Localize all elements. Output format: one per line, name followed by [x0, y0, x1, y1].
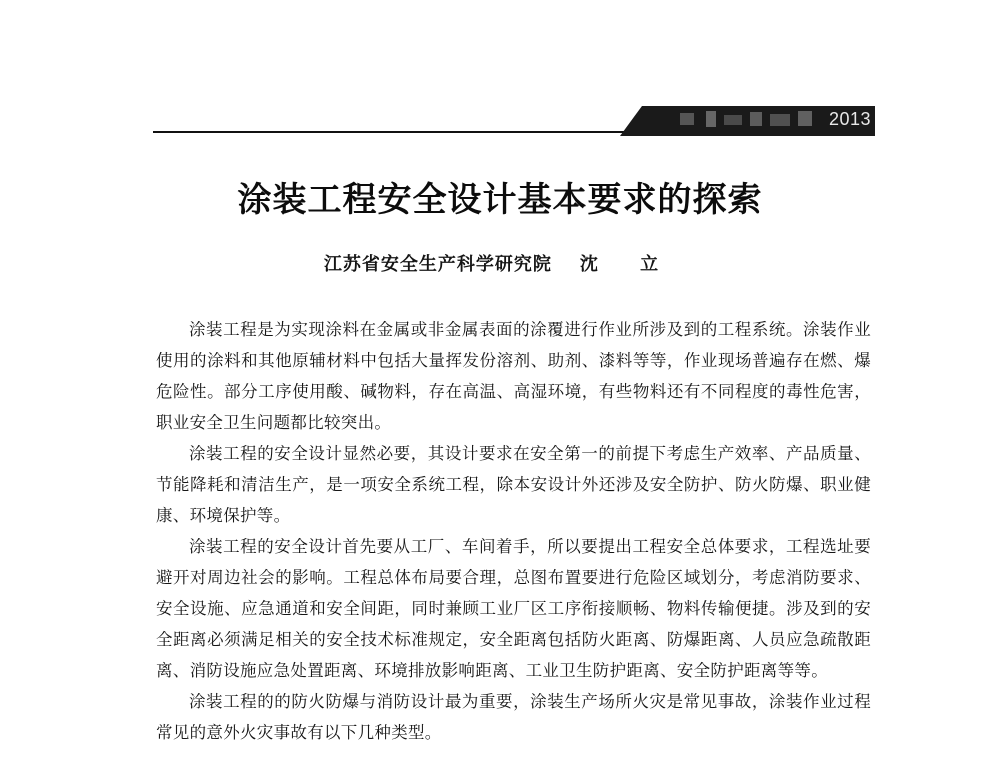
byline: [0, 252, 1000, 278]
header-year: 2013: [828, 109, 872, 129]
article-title: 涂装工程安全设计基本要求的探索: [237, 180, 763, 220]
paragraph: 涂装工程的安全设计首先要从工厂、车间着手，所以要提出工程安全总体要求，工程选址要避开对周边社会的影响。工程总体布局要合理，总图布置要进行危险区域划分，考虑消防要求、安全设施、应急通道和安全间距，同时兼顾工业厂区工序衔接顺畅、物料传输便捷。涉及到的安全距离必须满足相关的安全技术标准规定，安全距离包括防火距离、防爆距离、人员应急疏散距离、消防设施应急处置距离、环境排放影响距离、工业卫生防护距离、安全防护距离等等。: [156, 537, 871, 680]
paragraph: 涂装工程是为实现涂料在金属或非金属表面的涂覆进行作业所涉及到的工程系统。涂装作业使用的涂料和其他原辅材料中包括大量挥发份溶剂、助剂、漆料等等，作业现场普遍存在燃、爆危险性。部分工序使用酸、碱物料，存在高温、高湿环境，有些物料还有不同程度的毒性危害，职业安全卫生问题都比较突出。: [156, 320, 871, 432]
organization: 江苏省安全生产科学研究院: [323, 254, 552, 275]
author: 沈 立: [579, 254, 677, 275]
header-rule: [153, 131, 653, 133]
paragraph: 涂装工程的安全设计显然必要，其设计要求在安全第一的前提下考虑生产效率、产品质量、节能降耗和清洁生产，是一项安全系统工程，除本安设计外还涉及安全防护、防火防爆、职业健康、环境保护等。: [156, 444, 871, 525]
paragraph: 涂装工程的的防火防爆与消防设计最为重要，涂装生产场所火灾是常见事故，涂装作业过程常见的意外火灾事故有以下几种类型。: [156, 692, 871, 742]
article-body: [156, 314, 871, 748]
